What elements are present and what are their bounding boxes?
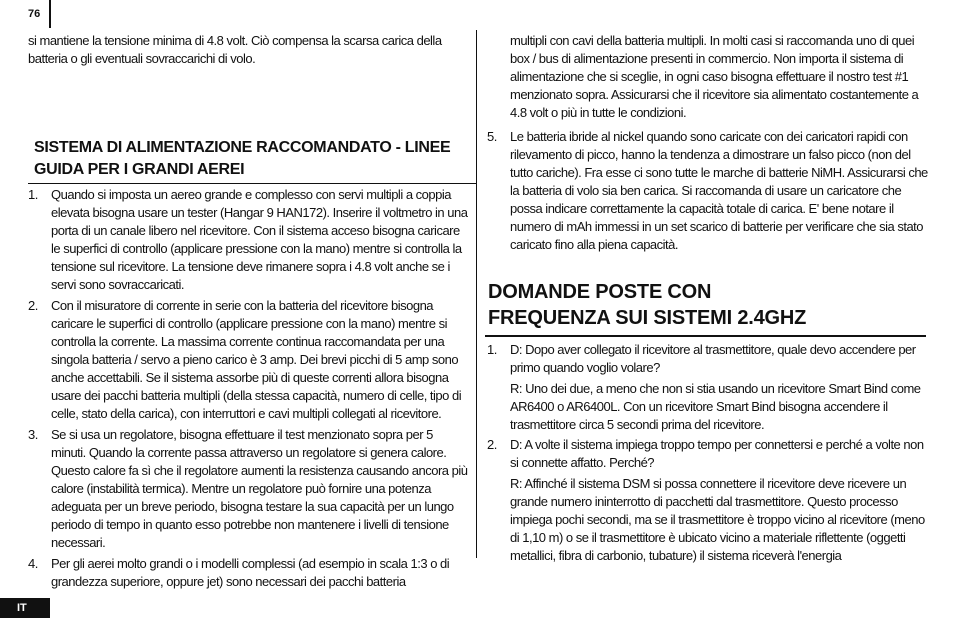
faq-item [487,436,928,565]
faq-title-line1: DOMANDE POSTE CON [488,281,712,303]
list-text: Quando si imposta un aereo grande e complesso con servi multipli a coppia elevata bisogna usare un tester (Hangar 9 HAN172). Inserire il voltmetro in una porta di un canale libero nel ricevitore. Con il sistema acceso bisogna caricare le superfici di controllo (applicare pressione con la mano) mentre si controlla la tensione sul ricevitore. La tensione deve rimanere sopra i 4.8 volt anche se i servi sono sovraccaricati. [51,187,468,292]
section-rule [28,183,476,184]
section-heading-power [34,137,464,181]
left-list [28,186,468,594]
right-continuation [510,32,928,122]
faq-list [487,341,928,568]
list-item [28,555,468,591]
list-number: 3. [28,427,38,442]
continuation-paragraph: multipli con cavi della batteria multipli. In molti casi si raccomanda uno di quei box / bus di alimentazione presenti in commercio. Non importa il sistema di alimentazione che si sceglie, in ogni caso bisogna effettuare il nostro test #1 menzionato sopra. Assicurarsi che il ricevitore sia alimentato costantemente a 4.8 volt o più in tutte le condizioni. [510,33,919,120]
list-text: Per gli aerei molto grandi o i modelli complessi (ad esempio in scala 1:3 o di grandezza superiore, oppure jet) sono necessari dei pacchi batteria [51,556,450,589]
header-rule [49,0,51,28]
list-text: Se si usa un regolatore, bisogna effettuare il test menzionato sopra per 5 minuti. Quando la corrente passa attraverso un regolatore si genera calore. Questo calore fa sì che il regolatore aumenti la resistenza causando ancora più calore (instabilità termica). Mentre un regolatore può fornire una potenza adeguata per un breve periodo, bisogna testare la sua capacità per un lungo periodo di tempo in quanto esso potrebbe non mantenere i livelli di tensione necessari. [51,427,468,550]
faq-body [510,436,928,565]
page-number: 76 [28,8,41,20]
left-intro [28,32,468,68]
list-number: 4. [28,556,38,571]
list-item [487,128,928,254]
faq-question: D: A volte il sistema impiega troppo tempo per connettersi e perché a volte non si connette affatto. Perché? [510,437,924,470]
faq-body [510,341,928,434]
right-item-5 [487,128,928,257]
faq-title-line2: FREQUENZA SUI SISTEMI 2.4GHZ [488,307,807,329]
list-item [28,297,468,423]
section-title: SISTEMA DI ALIMENTAZIONE RACCOMANDATO - LINEE GUIDA PER I GRANDI AEREI [34,139,451,178]
list-number: 2. [28,298,38,313]
list-text: Le batteria ibride al nickel quando sono caricate con dei caricatori rapidi con rilevamento di picco, hanno la tendenza a dimostrare un falso picco (non del tutto cariche). Fra esse ci sono tutte le marche di batterie NiMH. Assicurarsi che la batteria di volo sia ben carica. Si raccomanda di usare un caricatore che possa indicare correttamente la capacità totale di carica. E' bene notare il numero di mAh immessi in un set scarico di batterie per verificare che sia stato caricato fino alla piena capacità. [510,129,928,252]
faq-question: D: Dopo aver collegato il ricevitore al trasmettitore, quale devo accendere per primo quando voglio volare? [510,342,916,375]
faq-number: 2. [487,437,497,452]
list-number: 5. [487,129,497,144]
section-heading-faq [488,279,928,331]
faq-answer: R: Uno dei due, a meno che non si stia usando un ricevitore Smart Bind come AR6400 o AR6400L. Con un ricevitore Smart Bind bisogna accendere il trasmettitore circa 5 secondi prima del ricevitore. [510,381,921,432]
list-item [28,426,468,552]
faq-number: 1. [487,342,497,357]
intro-paragraph: si mantiene la tensione minima di 4.8 volt. Ciò compensa la scarsa carica della batteria o gli eventuali sovraccarichi di volo. [28,33,442,66]
list-item [28,186,468,294]
faq-item [487,341,928,434]
faq-rule [485,335,926,337]
list-text: Con il misuratore di corrente in serie con la batteria del ricevitore bisogna caricare le superfici di controllo (applicare pressione con la mano) mentre si controlla la corrente. La massima corrente continua raccomandata per una singola batteria / servo a pieno carico è 3 amp. Dei brevi picchi di 5 amp sono anche accettabili. Se il sistema assorbe più di queste correnti allora bisogna usare dei pacchi batteria multipli (della stessa capacità, numero di celle, tipo di celle, stato della carica), con interruttori e cavi multipli collegati al ricevitore. [51,298,462,421]
faq-answer: R: Affinché il sistema DSM si possa connettere il ricevitore deve ricevere un grande numero ininterrotto di pacchetti dal trasmettitore. Questo processo impiega pochi secondi, ma se il trasmettitore è troppo vicino al ricevitore (meno di 1,10 m) o se il trasmettitore è ubicato vicino a materiale riflettente (oggetti metallici, fibra di carbonio, tubature) il sistema riceverà l'energia [510,476,925,563]
list-number: 1. [28,187,38,202]
column-divider [476,30,477,558]
language-tag: IT [0,598,50,618]
